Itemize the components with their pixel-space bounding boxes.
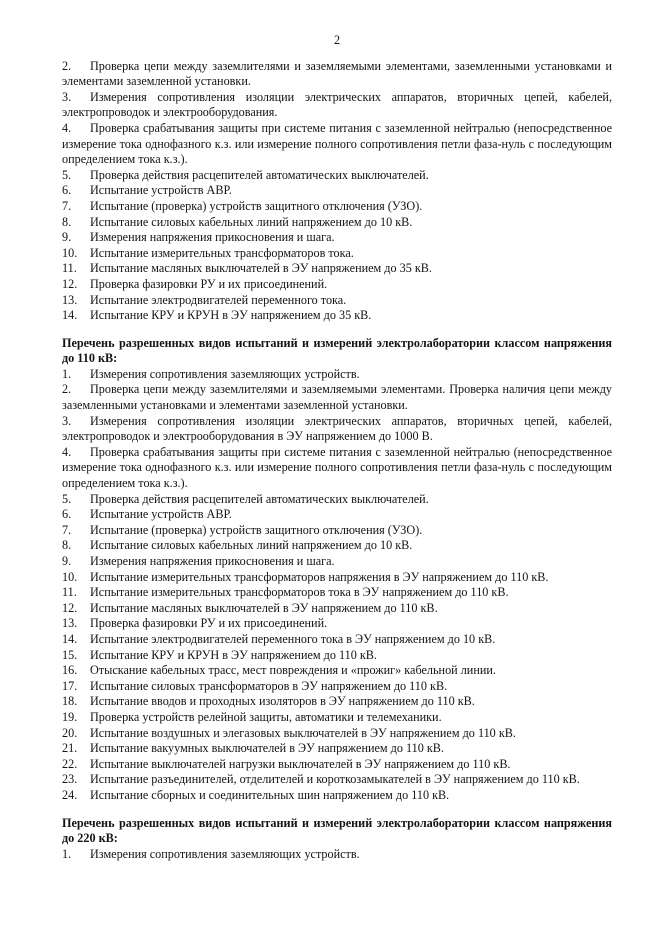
list-item (62, 648, 612, 664)
list-item-text: Испытание КРУ и КРУН в ЭУ напряжением до 110 кВ. (90, 647, 377, 662)
list-item-number: 17. (62, 678, 78, 693)
list-item-number: 1. (62, 846, 72, 861)
list-item-number: 6. (62, 183, 72, 198)
list-item (62, 757, 612, 773)
list-item-number: 5. (62, 167, 72, 182)
list-item-number: 2. (62, 382, 72, 397)
list-item-text: Испытание масляных выключателей в ЭУ напряжением до 35 кВ. (90, 261, 432, 276)
list-item-number: 7. (62, 198, 72, 213)
list-item (62, 554, 612, 570)
list-item-number: 4. (62, 444, 72, 459)
list-item (62, 788, 612, 804)
list-item-number: 19. (62, 709, 78, 724)
list-item-number: 14. (62, 308, 78, 323)
list-item-number: 5. (62, 491, 72, 506)
list-item-text: Проверка фазировки РУ и их присоединений. (90, 276, 328, 291)
list-item-text: Проверка действия расцепителей автоматических выключателей. (90, 491, 429, 506)
list-item-number: 16. (62, 663, 78, 678)
list-item-text: Измерения сопротивления заземляющих устройств. (90, 846, 360, 861)
test-list-220kv (62, 847, 612, 863)
list-item-number: 11. (62, 261, 77, 276)
list-item (62, 230, 612, 246)
list-item-text: Испытание измерительных трансформаторов напряжения в ЭУ напряжением до 110 кВ. (90, 569, 549, 584)
list-item-number: 7. (62, 522, 72, 537)
list-item (62, 632, 612, 648)
list-item-number: 12. (62, 276, 78, 291)
list-item-text: Испытание электродвигателей переменного тока в ЭУ напряжением до 10 кВ. (90, 631, 496, 646)
list-item (62, 694, 612, 710)
list-item-number: 10. (62, 569, 78, 584)
section-heading-110kv: Перечень разрешенных видов испытаний и измерений электролаборатории классом напряжения до 110 кВ: (62, 335, 612, 366)
list-item-text: Испытание (проверка) устройств защитного отключения (УЗО). (90, 522, 423, 537)
list-item-number: 3. (62, 413, 72, 428)
list-item-number: 6. (62, 507, 72, 522)
list-item-text: Испытание устройств АВР. (90, 183, 232, 198)
list-item (62, 246, 612, 262)
list-item-number: 8. (62, 214, 72, 229)
list-item (62, 277, 612, 293)
list-item-text: Испытание силовых кабельных линий напряжением до 10 кВ. (90, 538, 413, 553)
list-item-text: Испытание электродвигателей переменного тока. (90, 292, 347, 307)
list-item-text: Отыскание кабельных трасс, мест повреждения и «прожиг» кабельной линии. (90, 663, 496, 678)
list-item-number: 23. (62, 772, 78, 787)
list-item-number: 12. (62, 600, 78, 615)
list-item-text: Измерения сопротивления изоляции электрических аппаратов, вторичных цепей, кабелей, электропроводок и электрооборудования в ЭУ напряжением до 1000 В. (62, 413, 612, 444)
list-item-number: 15. (62, 647, 78, 662)
page-number: 2 (333, 33, 341, 47)
list-item-number: 9. (62, 554, 72, 568)
list-item-text: Измерения сопротивления заземляющих устройств. (90, 366, 360, 381)
list-item (62, 215, 612, 231)
list-item (62, 308, 612, 324)
list-item-text: Испытание КРУ и КРУН в ЭУ напряжением до 35 кВ. (90, 308, 372, 323)
list-item (62, 601, 612, 617)
list-item-text: Проверка устройств релейной защиты, автоматики и телемеханики. (90, 709, 442, 724)
list-item (62, 847, 612, 863)
list-item (62, 121, 612, 168)
list-item-text: Проверка фазировки РУ и их присоединений. (90, 616, 328, 631)
list-item-number: 22. (62, 756, 78, 771)
list-item (62, 414, 612, 445)
list-item-number: 8. (62, 538, 72, 553)
list-item (62, 523, 612, 539)
list-item (62, 293, 612, 309)
list-item-text: Проверка срабатывания защиты при системе питания с заземленной нейтралью (непосредственное измерение тока однофазного к.з. или измерение полного сопротивления петли фаза-нуль с последующим определением тока к.з.). (62, 120, 612, 167)
list-item-text: Измерения сопротивления изоляции электрических аппаратов, вторичных цепей, кабелей, электропроводок и электрооборудования. (62, 89, 612, 120)
list-item-text: Проверка срабатывания защиты при системе питания с заземленной нейтралью (непосредственное измерение тока однофазного к.з. или измерение полного сопротивления петли фаза-нуль с последующим определением тока к.з.). (62, 444, 612, 491)
list-item (62, 570, 612, 586)
list-item (62, 616, 612, 632)
list-item-text: Испытание воздушных и элегазовых выключателей в ЭУ напряжением до 110 кВ. (90, 725, 516, 740)
list-item-number: 3. (62, 89, 72, 104)
list-item-text: Проверка действия расцепителей автоматических выключателей. (90, 167, 429, 182)
list-item-number: 2. (62, 58, 72, 73)
list-item-text: Испытание устройств АВР. (90, 507, 232, 522)
list-item (62, 507, 612, 523)
list-item (62, 538, 612, 554)
list-item-text: Испытание силовых кабельных линий напряжением до 10 кВ. (90, 214, 413, 229)
list-item-text: Испытание разъединителей, отделителей и короткозамыкателей в ЭУ напряжением до 110 кВ. (90, 772, 580, 787)
list-item (62, 741, 612, 757)
list-item (62, 445, 612, 492)
test-list-35kv (62, 59, 612, 324)
list-item-text: Испытание вакуумных выключателей в ЭУ напряжением до 110 кВ. (90, 741, 444, 756)
list-item-number: 4. (62, 120, 72, 135)
test-list-110kv (62, 367, 612, 804)
list-item-number: 21. (62, 741, 78, 756)
list-item-text: Испытание выключателей нагрузки выключателей в ЭУ напряжением до 110 кВ. (90, 756, 511, 771)
list-item-text: Испытание измерительных трансформаторов тока. (90, 245, 354, 260)
list-item-number: 14. (62, 631, 78, 646)
list-item (62, 492, 612, 508)
list-item (62, 168, 612, 184)
list-item (62, 382, 612, 413)
list-item-text: Измерения напряжения прикосновения и шага. (90, 554, 335, 568)
list-item-text: Испытание измерительных трансформаторов тока в ЭУ напряжением до 110 кВ. (90, 585, 509, 600)
list-item-text: Испытание силовых трансформаторов в ЭУ напряжением до 110 кВ. (90, 678, 448, 693)
list-item-text: Испытание масляных выключателей в ЭУ напряжением до 110 кВ. (90, 600, 438, 615)
list-item-text: Проверка цепи между заземлителями и заземляемыми элементами. Проверка наличия цепи между заземленными установками и элементами заземленной установки. (62, 382, 612, 413)
list-item-text: Испытание вводов и проходных изоляторов в ЭУ напряжением до 110 кВ. (90, 694, 475, 709)
list-item-number: 9. (62, 230, 72, 245)
list-item-number: 10. (62, 245, 78, 260)
list-item-number: 11. (62, 585, 77, 600)
section-heading-220kv: Перечень разрешенных видов испытаний и измерений электролаборатории классом напряжения до 220 кВ: (62, 815, 612, 846)
list-item-text: Испытание (проверка) устройств защитного отключения (УЗО). (90, 198, 423, 213)
list-item (62, 183, 612, 199)
list-item-text: Испытание сборных и соединительных шин напряжением до 110 кВ. (90, 787, 450, 802)
list-item (62, 90, 612, 121)
list-item-number: 13. (62, 616, 78, 631)
list-item (62, 726, 612, 742)
list-item (62, 199, 612, 215)
list-item-number: 13. (62, 292, 78, 307)
list-item (62, 261, 612, 277)
list-item-text: Проверка цепи между заземлителями и заземляемыми элементами, заземленными установками и элементами заземленной установки. (62, 58, 612, 89)
list-item-text: Измерения напряжения прикосновения и шага. (90, 230, 335, 245)
list-item (62, 59, 612, 90)
list-item (62, 772, 612, 788)
list-item (62, 679, 612, 695)
list-item (62, 663, 612, 679)
list-item-number: 18. (62, 694, 78, 709)
list-item (62, 585, 612, 601)
list-item-number: 24. (62, 787, 78, 802)
list-item (62, 710, 612, 726)
list-item-number: 20. (62, 725, 78, 740)
list-item-number: 1. (62, 366, 72, 381)
list-item (62, 367, 612, 383)
